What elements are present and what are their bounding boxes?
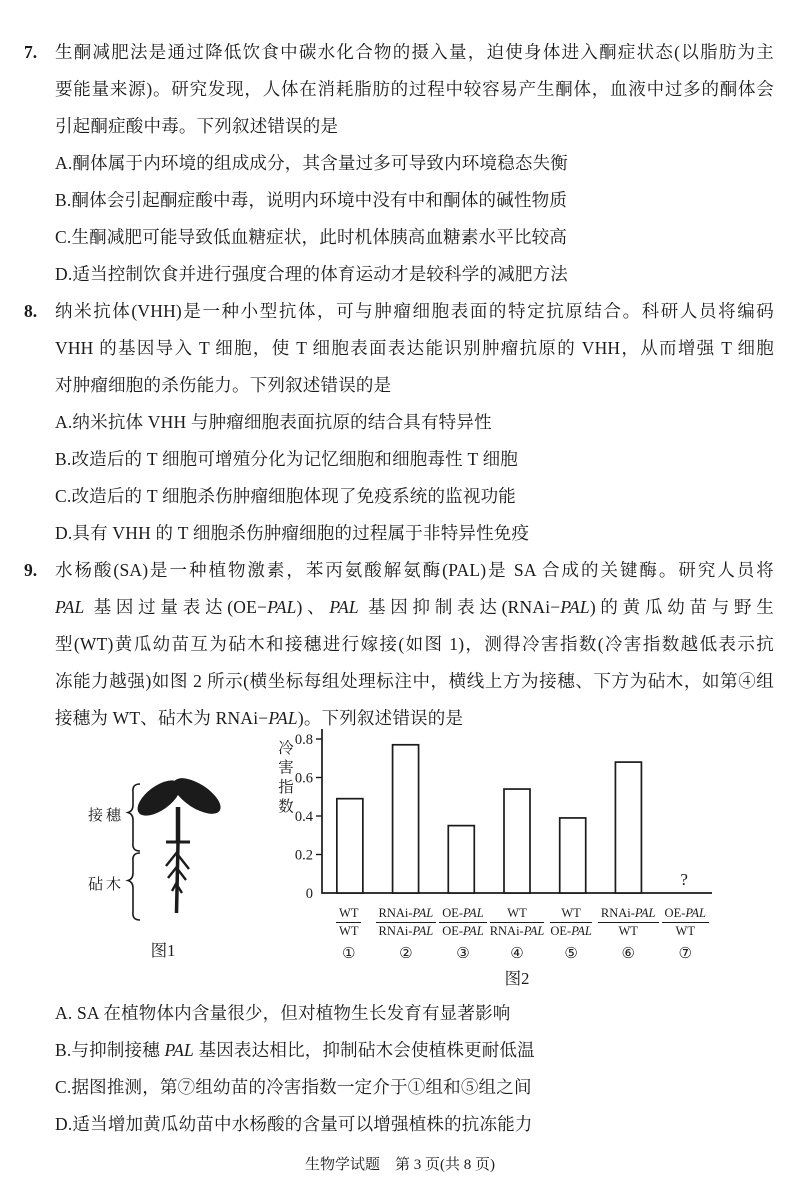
- question-stem-line: 引起酮症酸中毒。下列叙述错误的是: [55, 116, 339, 136]
- rootstock-name: WT: [339, 924, 359, 938]
- scion-brace: [128, 784, 140, 851]
- rootstock-name: WT: [618, 924, 638, 938]
- scion-label: 接穗: [88, 808, 125, 824]
- question-stem-line: VHH 的基因导入 T 细胞，使 T 细胞表面表达能识别肿瘤抗原的 VHH，从而增强 T 细胞: [55, 338, 774, 358]
- option-line: C.据图推测，第⑦组幼苗的冷害指数一定介于①组和⑤组之间: [55, 1077, 532, 1097]
- question-number: 7.: [24, 42, 38, 62]
- option-line: D.适当增加黄瓜幼苗中水杨酸的含量可以增强植株的抗冻能力: [55, 1114, 533, 1134]
- y-tick-label: 0.4: [294, 809, 313, 825]
- chart-group: [322, 906, 376, 961]
- option-line: A.纳米抗体 VHH 与肿瘤细胞表面抗原的结合具有特异性: [55, 412, 492, 432]
- option-line: B.酮体会引起酮症酸中毒，说明内环境中没有中和酮体的碱性物质: [55, 190, 568, 210]
- question-9: [0, 552, 800, 737]
- scion-name: RNAi-PAL: [598, 906, 659, 923]
- chart-group: [376, 906, 437, 961]
- question-stem-line: 要能量来源)。研究发现，人体在消耗脂肪的过程中较容易产生酮体，血液中过多的酮体会: [55, 79, 774, 99]
- question-stem-line: 接穗为 WT、砧木为 RNAi−PAL)。下列叙述错误的是: [55, 708, 464, 728]
- chart-group: [544, 906, 598, 961]
- questions-7-8-container: [0, 34, 800, 552]
- scion-name: OE-PAL: [439, 906, 486, 923]
- group-number: ③: [456, 944, 470, 962]
- rootstock-name: RNAi-PAL: [489, 924, 545, 938]
- rootstock-name: OE-PAL: [550, 924, 592, 938]
- scion-name: WT: [336, 906, 361, 923]
- bar: [393, 745, 419, 893]
- y-axis-label-char: 指: [278, 779, 294, 796]
- figure-row: [0, 732, 800, 995]
- question-stem-line: 对肿瘤细胞的杀伤能力。下列叙述错误的是: [55, 375, 392, 395]
- scion-rootstock-fraction: [598, 906, 659, 939]
- scion-name: WT: [490, 906, 545, 923]
- bar: [448, 826, 474, 893]
- rootstock-label: 砧木: [88, 877, 125, 893]
- y-tick-label: 0.8: [294, 732, 313, 748]
- scion-name: OE-PAL: [662, 906, 709, 923]
- chart-group: [659, 906, 713, 961]
- question-mark-annotation: ?: [680, 870, 688, 889]
- chart-group: [490, 906, 545, 961]
- seedling-art: [78, 765, 248, 927]
- option-line: C.改造后的 T 细胞杀伤肿瘤细胞体现了免疫系统的监视功能: [55, 486, 516, 506]
- rootstock-brace: [128, 853, 140, 920]
- question-7: [0, 34, 800, 293]
- group-number: ④: [510, 944, 524, 962]
- bar: [615, 762, 641, 893]
- option-line: D.具有 VHH 的 T 细胞杀伤肿瘤细胞的过程属于非特异性免疫: [55, 523, 530, 543]
- scion-rootstock-fraction: [490, 906, 545, 939]
- y-axis-label-char: 害: [278, 759, 294, 777]
- question-8: [0, 293, 800, 552]
- question-9-stem-container: [0, 552, 800, 737]
- scion-name: WT: [550, 906, 591, 923]
- scion-rootstock-fraction: [439, 906, 486, 939]
- figure1-seedling-diagram: [78, 765, 248, 961]
- question-9-options-container: [0, 995, 800, 1143]
- option-line: A.酮体属于内环境的组成成分，其含量过多可导致内环境稳态失衡: [55, 153, 569, 173]
- question-stem-line: 型(WT)黄瓜幼苗互为砧木和接穗进行嫁接(如图 1)，测得冷害指数(冷害指数越低表示抗: [55, 634, 774, 654]
- rootstock-name: OE-PAL: [442, 924, 484, 938]
- rootstock-name: RNAi-PAL: [378, 924, 434, 938]
- group-number: ⑤: [564, 944, 578, 962]
- scion-rootstock-fraction: [336, 906, 361, 939]
- group-number: ⑦: [678, 944, 692, 962]
- y-tick-label: 0: [305, 886, 313, 899]
- chart-group: [598, 906, 659, 961]
- group-number: ②: [399, 944, 413, 962]
- question-9: [0, 995, 800, 1143]
- bar: [560, 818, 586, 893]
- option-line: A. SA 在植物体内含量很少，但对植物生长发育有显著影响: [55, 1003, 511, 1023]
- y-axis-label-char: 数: [278, 798, 294, 816]
- question-stem-line: 水杨酸(SA)是一种植物激素，苯丙氨酸解氨酶(PAL)是 SA 合成的关键酶。研究人员将: [55, 560, 774, 580]
- scion-name: RNAi-PAL: [376, 906, 437, 923]
- scion-rootstock-fraction: [550, 906, 591, 939]
- option-line: C.生酮减肥可能导致低血糖症状，此时机体胰高血糖素水平比较高: [55, 227, 568, 247]
- question-stem-line: PAL 基因过量表达(OE−PAL)、PAL 基因抑制表达(RNAi−PAL)的黄瓜幼苗与野生: [55, 597, 774, 617]
- question-stem-line: 生酮减肥法是通过降低饮食中碳水化合物的摄入量，迫使身体进入酮症状态(以脂肪为主: [55, 42, 774, 62]
- question-stem-line: 冻能力越强)如图 2 所示(横坐标每组处理标注中，横线上方为接穗、下方为砧木，如第④组: [55, 671, 774, 691]
- figure2-caption: 图2: [504, 969, 530, 988]
- question-stem-line: 纳米抗体(VHH)是一种小型抗体，可与肿瘤细胞表面的特定抗原结合。科研人员将编码: [55, 301, 774, 321]
- bar: [337, 799, 363, 893]
- y-tick-label: 0.2: [294, 847, 313, 864]
- option-line: D.适当控制饮食并进行强度合理的体育运动才是较科学的减肥方法: [55, 264, 569, 284]
- scion-rootstock-fraction: [376, 906, 437, 939]
- bar-chart-plot: [246, 723, 720, 899]
- group-number: ⑥: [621, 944, 635, 962]
- scion-rootstock-fraction: [662, 906, 709, 939]
- question-number: 9.: [24, 560, 38, 580]
- option-line: B.改造后的 T 细胞可增殖分化为记忆细胞和细胞毒性 T 细胞: [55, 449, 518, 469]
- rootstock-name: WT: [675, 924, 695, 938]
- group-number: ①: [342, 944, 356, 962]
- y-axis-label-char: 冷: [278, 740, 294, 757]
- page-footer: 生物学试题 第 3 页(共 8 页): [305, 1157, 495, 1173]
- option-line: B.与抑制接穗 PAL 基因表达相比，抑制砧木会使植株更耐低温: [55, 1040, 535, 1060]
- bar: [504, 789, 530, 893]
- figure2-bar-chart: [246, 723, 720, 989]
- chart-group-labels: [322, 906, 712, 961]
- chart-group: [436, 906, 490, 961]
- y-tick-label: 0.6: [294, 770, 313, 787]
- question-number: 8.: [24, 301, 38, 321]
- figure1-caption: 图1: [150, 941, 176, 960]
